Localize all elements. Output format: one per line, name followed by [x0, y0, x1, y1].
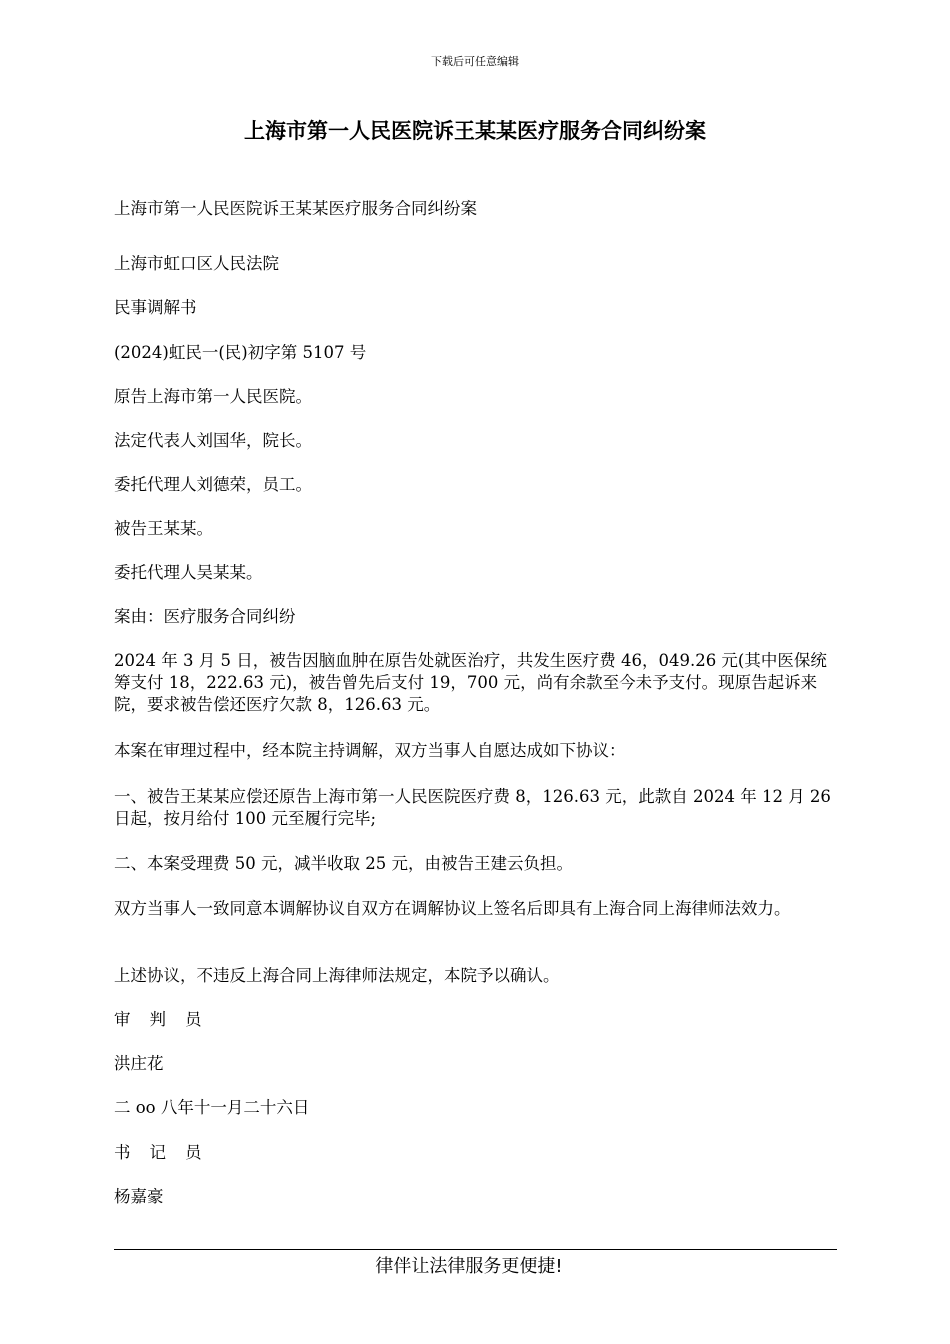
case-cause: 案由：医疗服务合同纠纷: [114, 607, 296, 626]
agreement-item-1: 一、被告王某某应偿还原告上海市第一人民医院医疗费 8，126.63 元，此款自 2024 年 12 月 26 日起，按月给付 100 元至履行完毕;: [114, 787, 831, 828]
clerk-label-char: 书: [114, 1143, 131, 1162]
case-facts-paragraph: 2024 年 3 月 5 日，被告因脑血肿在原告处就医治疗，共发生医疗费 46，049.26 元(其中医保统筹支付 18，222.63 元)，被告曾先后支付 19，700 元，尚有余款至今未予支付。现原告起诉来院，要求被告偿还医疗欠款 8，126.63 元。: [114, 651, 827, 714]
judge-label-char: 判: [149, 1010, 166, 1029]
judge-label-char: 审: [114, 1010, 131, 1029]
clerk-label-char: 记: [149, 1143, 166, 1162]
document-title: 上海市第一人民医院诉王某某医疗服务合同纠纷案: [244, 119, 706, 143]
defendant-agent: 委托代理人吴某某。: [114, 563, 263, 582]
document-date: 二 oo 八年十一月二十六日: [114, 1098, 310, 1117]
court-name: 上海市虹口区人民法院: [114, 254, 279, 273]
case-title-line: 上海市第一人民医院诉王某某医疗服务合同纠纷案: [114, 199, 477, 218]
document-type: 民事调解书: [114, 298, 197, 317]
header-note: 下载后可任意编辑: [431, 55, 519, 68]
defendant: 被告王某某。: [114, 519, 213, 538]
confirmation-clause: 上述协议，不违反上海合同上海律师法规定，本院予以确认。: [114, 966, 560, 985]
plaintiff-agent: 委托代理人刘德荣，员工。: [114, 475, 312, 494]
clerk-label: [114, 1142, 836, 1164]
judge-label: [114, 1009, 836, 1031]
judge-name: 洪庄花: [114, 1054, 164, 1073]
agreement-item-2: 二、本案受理费 50 元，减半收取 25 元，由被告王建云负担。: [114, 854, 573, 873]
plaintiff: 原告上海市第一人民医院。: [114, 387, 312, 406]
mediation-intro: 本案在审理过程中，经本院主持调解，双方当事人自愿达成如下协议：: [114, 741, 626, 760]
footer-divider: [114, 1249, 837, 1250]
footer-slogan: 律伴让法律服务更便捷!: [375, 1256, 563, 1277]
clerk-name: 杨嘉豪: [114, 1187, 164, 1206]
case-number: (2024)虹民一(民)初字第 5107 号: [114, 343, 367, 362]
clerk-label-char: 员: [185, 1143, 202, 1162]
legal-representative: 法定代表人刘国华，院长。: [114, 431, 312, 450]
judge-label-char: 员: [185, 1010, 202, 1029]
effect-clause: 双方当事人一致同意本调解协议自双方在调解协议上签名后即具有上海合同上海律师法效力。: [114, 899, 791, 918]
